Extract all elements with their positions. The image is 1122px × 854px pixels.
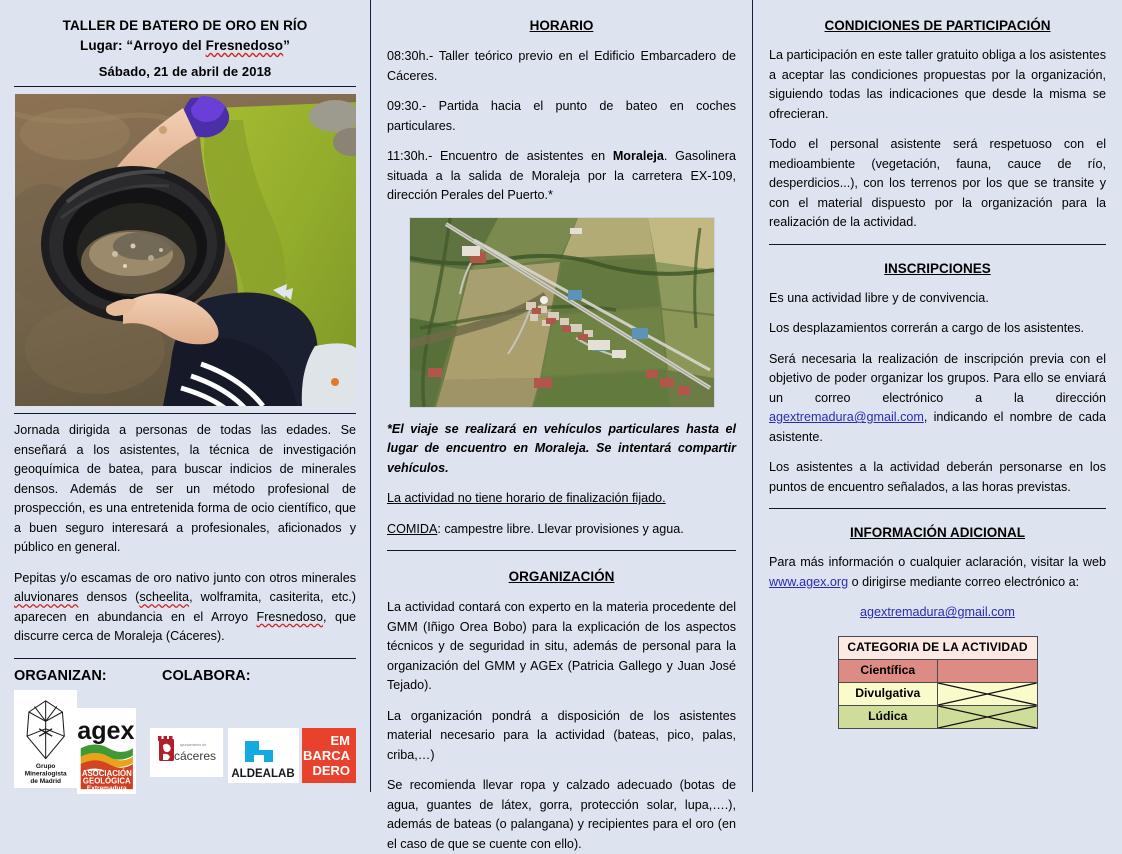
location-place: Fresnedoso — [205, 38, 284, 53]
gmm-line2: Mineralogista — [24, 769, 67, 777]
heading-horario: HORARIO — [529, 18, 594, 33]
schedule-item-2: 09:30.- Partida hacia el punto de bateo en coches particulares. — [387, 99, 736, 133]
category-mark-cientifica[interactable] — [938, 659, 1038, 682]
email-link-inscripciones[interactable]: agextremadura@gmail.com — [769, 410, 924, 425]
p2-term-fresnedoso: Fresnedoso — [256, 609, 324, 624]
agex-line2: GEOLÓGICA — [83, 776, 132, 786]
divider-above-inscripciones — [769, 244, 1106, 245]
location-line — [14, 38, 356, 53]
org-paragraph-2: La organización pondrá a disposición de los asistentes material necesario para la actividad (bateas, pico, palas, criba,…) — [387, 708, 736, 762]
inscription-paragraph-2: Los desplazamientos correrán a cargo de los asistentes. — [769, 321, 1085, 336]
divider-under-photo — [14, 413, 356, 414]
left-column — [0, 0, 370, 792]
p2-part-b: densos ( — [78, 590, 140, 605]
caceres-wordmark: cáceres — [173, 748, 217, 763]
travel-note: *El viaje se realizará en vehículos particulares hasta el lugar de encuentro en Moraleja. Se intentará compartir vehículos. — [387, 421, 736, 475]
right-column — [752, 0, 1122, 792]
activity-category-table — [838, 636, 1038, 729]
heading-informacion-adicional: INFORMACIÓN ADICIONAL — [850, 525, 1025, 541]
activity-category-table-wrap — [838, 636, 1038, 729]
org-paragraph-1: La actividad contará con experto en la materia procedente del GMM (Iñigo Orea Bobo) para la explicación de los aspectos técnicos y de seguridad in situ, además de personal para la organización del GMM y AGEx (Patricia Gallego y Juan José Tejado). — [387, 600, 736, 693]
insc3-part-a: Será necesaria la realización de inscripción previa con el objetivo de poder organizar los grupos. Para ello se enviará un correo electrónico a la dirección — [769, 351, 1106, 405]
table-header-cell: CATEGORIA DE LA ACTIVIDAD — [838, 636, 1037, 659]
email-link-informacion[interactable]: agextremadura@gmail.com — [860, 605, 1015, 620]
info-email-line — [769, 603, 1106, 623]
website-link[interactable]: www.agex.org — [769, 574, 849, 589]
location-prefix: Lugar: “Arroyo del — [79, 38, 206, 53]
page-title: TALLER DE BATERO DE ORO EN RÍO — [62, 18, 308, 33]
schedule-item-3 — [387, 147, 736, 206]
location-suffix: ” — [283, 38, 291, 53]
gmm-line1: Grupo — [35, 762, 56, 770]
org-paragraph-3: Se recomienda llevar ropa y calzado adecuado (botas de agua, guantes de látex, gorra, protección solar, lupa,….), además de bateas (o palangana) y recipientes para el oro (en el caso de que se cuente con ello). — [387, 778, 736, 851]
cross-out-icon — [938, 683, 1037, 705]
category-label-divulgativa: Divulgativa — [838, 682, 938, 705]
embarcadero-line1: EM — [330, 732, 350, 748]
table-row — [838, 705, 1037, 728]
table-row — [838, 682, 1037, 705]
heading-condiciones: CONDICIONES DE PARTICIPACIÓN — [824, 18, 1051, 33]
logo-row — [14, 690, 356, 794]
p2-part-d: , que discurre cerca de Moraleja (Cáceres). — [14, 609, 357, 644]
divider-under-header — [14, 86, 356, 87]
p2-part-a: Pepitas y/o escamas de oro nativo junto con otros minerales — [14, 570, 356, 585]
meal-rest: : campestre libre. Llevar provisiones y agua. — [437, 521, 684, 536]
info1-part-b: o dirigirse mediante correo electrónico a: — [848, 574, 1080, 589]
heading-organizacion: ORGANIZACIÓN — [508, 569, 615, 585]
inscription-paragraph-3 — [769, 350, 1106, 448]
caceres-logo — [150, 728, 223, 777]
category-label-cientifica: Científica — [838, 659, 938, 682]
info1-part-a: Para más información o cualquier aclaración, visitar la web — [769, 555, 1106, 570]
table-row — [838, 659, 1037, 682]
conditions-paragraph-1: La participación en este taller gratuito obliga a los asistentes a aceptar las condiciones propuestas por la organización, siguiendo todas las indicaciones que desde la misma se ofrecieran. — [769, 48, 1106, 121]
gold-panning-photo — [15, 94, 356, 406]
aldealab-wordmark: ALDEALAB — [231, 767, 295, 780]
flyer-header — [14, 0, 356, 79]
agex-logo — [77, 708, 136, 794]
agex-wordmark: agex — [77, 716, 135, 745]
gmm-line3: de Madrid — [30, 777, 62, 785]
item3-part-b: . Gasolinera situada a la salida de Moraleja por la carretera EX-109, dirección Perales del Puerto.* — [387, 149, 737, 203]
category-mark-ludica[interactable] — [938, 705, 1038, 728]
organizers-labels — [14, 668, 356, 684]
divider-above-organizacion — [387, 550, 736, 551]
inscription-paragraph-4: Los asistentes a la actividad deberán personarse en los puntos de encuentro señalados, a las horas previstas. — [769, 460, 1106, 494]
p2-part-c: , wolframita, casiterita, etc.) aparecen en abundancia en el Arroyo — [14, 590, 356, 624]
item3-part-a: 11:30h.- Encuentro de asistentes en — [387, 149, 613, 164]
collaborator-logos — [150, 728, 356, 783]
agex-line1: ASOCIACIÓN — [82, 768, 133, 778]
embarcadero-line3: DERO — [312, 762, 350, 778]
no-end-time-note: La actividad no tiene horario de finalización fijado. — [387, 491, 666, 506]
left-paragraph-2 — [14, 569, 356, 647]
meal-label: COMIDA — [387, 521, 438, 536]
colabora-label: COLABORA: — [162, 667, 251, 684]
p2-term-aluvionares: aluvionares — [14, 590, 79, 605]
info-paragraph-1 — [769, 553, 1106, 592]
schedule-item-1: 08:30h.- Taller teórico previo en el Edificio Embarcadero de Cáceres. — [387, 49, 736, 83]
middle-column — [370, 0, 752, 851]
table-header-row — [838, 636, 1037, 659]
cross-out-icon — [938, 706, 1037, 728]
gmm-logo — [14, 690, 77, 788]
conditions-paragraph-2: Todo el personal asistente será respetuoso con el medioambiente (vegetación, fauna, cauce de río, desperdicios...), con los terrenos por los que se transite y con el material dispuesto por la organización para la realización de la actividad. — [769, 137, 1106, 230]
agex-line3: Extremadura — [87, 784, 128, 792]
divider-above-organizers — [14, 658, 356, 659]
date-line: Sábado, 21 de abril de 2018 — [98, 64, 272, 79]
inscription-paragraph-1: Es una actividad libre y de convivencia. — [769, 290, 989, 305]
divider-above-informacion — [769, 508, 1106, 509]
meal-note — [387, 520, 736, 540]
p2-term-scheelita: scheelita — [139, 590, 190, 605]
category-label-ludica: Lúdica — [838, 705, 938, 728]
satellite-map-image — [409, 217, 715, 408]
left-paragraph-1: Jornada dirigida a personas de todas las edades. Se enseñará a los asistentes, la técnica de investigación geoquímica de batea, para buscar indicios de minerales densos. Además de ser un método profesional de prospección, es una entretenida forma de ocio científico, que a buen seguro interesará a profesionales, aficionados y público en general. — [14, 423, 356, 555]
heading-inscripciones: INSCRIPCIONES — [884, 260, 991, 276]
insc3-part-b: , indicando el nombre de cada asistente. — [769, 410, 1106, 444]
organizan-label: ORGANIZAN: — [14, 667, 107, 684]
embarcadero-logo — [302, 728, 356, 783]
category-mark-divulgativa[interactable] — [938, 682, 1038, 705]
embarcadero-line2: BARCA — [303, 747, 350, 763]
aldealab-logo — [228, 728, 299, 783]
caceres-small: ayuntamiento de — [179, 742, 207, 747]
item3-place: Moraleja — [612, 149, 664, 164]
